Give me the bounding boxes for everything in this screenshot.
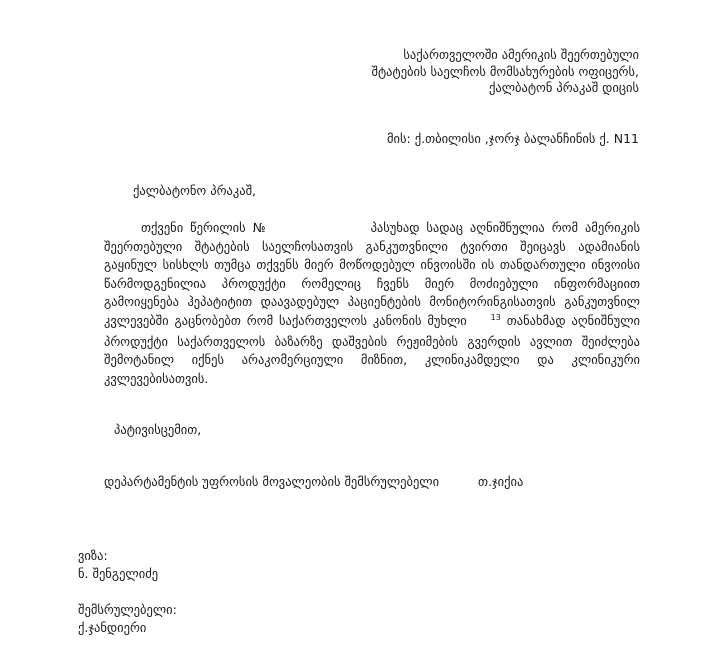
body-part-3: თანახმად აღნიშნული პროდუქტი საქართველოს ბაზარზე დაშვების რეჟიმების გვერდის ავლით შეიძლება შემოტანილ იქნეს არაკომერციული მიზნით, კლინიკამდელი და კლინიკური კვლევებისათვის. [104, 312, 640, 386]
executor-name: ქ.ჯანდიერი [78, 620, 147, 635]
salutation: ქალბატონო პრაკაშ, [133, 183, 257, 198]
body-paragraph [104, 219, 640, 388]
recipient-line-2: შტატების საელჩოს მომსახურების ოფიცერს, [371, 64, 639, 79]
recipient-line-1: საქართველოში ამერიკის შეერთებული [403, 47, 639, 62]
executor-label: შემსრულებელი: [78, 602, 177, 617]
closing: პატივისცემით, [114, 422, 202, 437]
signatory-title: დეპარტამენტის უფროსის მოვალეობის შემსრულებელი [104, 474, 440, 489]
visa-label: ვიზა: [78, 548, 108, 563]
law-article-superscript: 13 [490, 312, 501, 322]
body-part-2: პასუხად სადაც აღნიშნულია რომ ამერიკის შეერთებული შტატების საელჩოსათვის განკუთვნილი ტვირთი შეიცავს ადამიანის გაყინულ სისხლს თუმცა თქვენს მიერ მოწოდებულ ინვოისში ის თანდართული ინვოისი წარმოდგენილია პროდუქტი რომელიც ჩვენს მიერ მოძიებული ინფორმაციით გამოიყენება ჰეპატიტით დაავადებულ პაციენტების მონიტორინგისათვის განკუთვნილ კვლევებში გაცნობებთ რომ საქართველოს კანონის მუხლი [104, 220, 640, 328]
recipient-line-3: ქალბატონ პრაკაშ დიცის [488, 80, 639, 95]
signatory-name: თ.ჯიქია [478, 474, 524, 489]
letter-body [104, 219, 640, 388]
visa-name: ნ. შენგელიძე [78, 566, 159, 581]
recipient-address: მის: ქ.თბილისი ,ჯორჯ ბალანჩინის ქ. N11 [387, 131, 639, 146]
body-part-1: თქვენი წერილის № [141, 220, 269, 235]
